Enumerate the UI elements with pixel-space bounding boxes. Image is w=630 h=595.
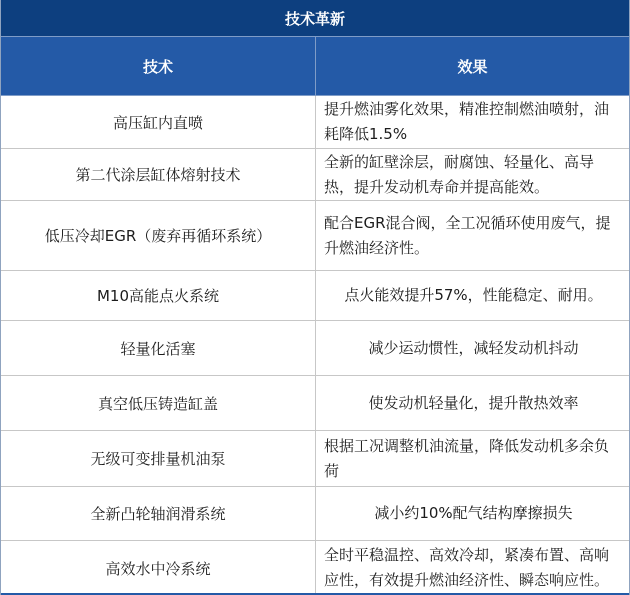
cell-tech: 真空低压铸造缸盖 (1, 376, 316, 430)
cell-tech: 第二代涂层缸体熔射技术 (1, 149, 316, 200)
cell-effect (316, 431, 629, 486)
cell-tech: 高效水中冷系统 (1, 541, 316, 595)
column-header-tech: 技术 (1, 37, 316, 95)
cell-effect-text: 全新的缸壁涂层，耐腐蚀、轻量化、高导热，提升发动机寿命并提高能效。 (324, 152, 595, 196)
column-header-effect: 效果 (457, 57, 488, 76)
cell-tech: 全新凸轮轴润滑系统 (1, 487, 316, 540)
table-row (1, 376, 629, 431)
cell-tech: 轻量化活塞 (1, 321, 316, 375)
table-row (1, 431, 629, 487)
cell-effect (316, 321, 629, 375)
table-row (1, 201, 629, 271)
table-row (1, 321, 629, 376)
cell-effect-text: 点火能效提升57%，性能稳定、耐用。 (344, 286, 603, 304)
cell-tech: 无级可变排量机油泵 (1, 431, 316, 486)
cell-effect (316, 149, 629, 200)
cell-effect-text: 配合EGR混合阀，全工况循环使用废气，提升燃油经济性。 (324, 213, 611, 257)
cell-effect-text: 减小约10%配气结构摩擦损失 (374, 504, 573, 522)
cell-effect (316, 487, 629, 540)
table-row (1, 149, 629, 201)
cell-effect-text: 减少运动惯性，减轻发动机抖动 (368, 338, 579, 357)
cell-effect-text: 提升燃油雾化效果，精准控制燃油喷射，油耗降低1.5% (324, 100, 610, 143)
cell-effect (316, 376, 629, 430)
cell-effect (316, 96, 629, 148)
table-row (1, 271, 629, 321)
cell-effect-text: 使发动机轻量化，提升散热效率 (368, 393, 579, 412)
table-row (1, 487, 629, 541)
cell-effect-text: 根据工况调整机油流量，降低发动机多余负荷 (324, 436, 610, 480)
cell-effect-text: 全时平稳温控、高效冷却，紧凑布置、高响应性，有效提升燃油经济性、瞬态响应性。 (324, 546, 610, 589)
cell-tech: 低压冷却EGR（废弃再循环系统） (1, 201, 316, 270)
table-title: 技术革新 (1, 0, 629, 37)
table-row (1, 541, 629, 595)
table-header-row (1, 37, 629, 96)
cell-tech: 高压缸内直喷 (1, 96, 316, 148)
table-row (1, 96, 629, 149)
cell-effect (316, 271, 629, 320)
cell-tech: M10高能点火系统 (1, 271, 316, 320)
cell-effect (316, 201, 629, 270)
cell-effect (316, 541, 629, 595)
